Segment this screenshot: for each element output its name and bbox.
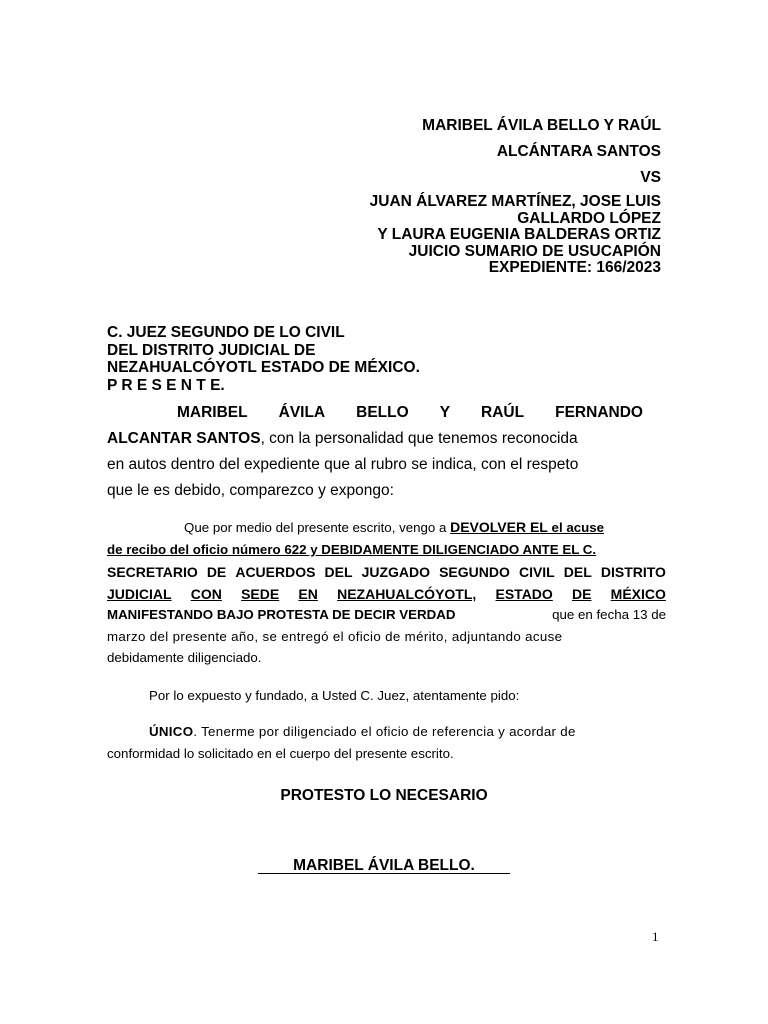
intro-line (107, 430, 578, 448)
intro-line: que le es debido, comparezco y expongo: (107, 482, 394, 499)
word: CIVIL (518, 564, 555, 580)
para-text: que en fecha 13 de (552, 607, 666, 622)
caption-line: GALLARDO LÓPEZ (517, 210, 661, 227)
emphasis-text: ÚNICO (149, 724, 194, 739)
word: ACUERDOS (235, 564, 316, 580)
word: NEZAHUALCÓYOTL, (337, 586, 477, 602)
emphasis-text: el acuse (547, 520, 605, 535)
word: SEDE (241, 586, 280, 602)
word: MÉXICO (610, 586, 666, 602)
word: ESTADO (495, 586, 553, 602)
word: RAÚL (481, 404, 525, 421)
para-line: conformidad lo solicitado en el cuerpo del presente escrito. (107, 746, 454, 761)
justified-line (107, 564, 666, 580)
word: JUZGADO (361, 564, 431, 580)
word: DE (206, 564, 227, 580)
word: CON (190, 586, 222, 602)
emphasis-text: MANIFESTANDO BAJO PROTESTA DE DECIR VERDAD (107, 607, 456, 622)
word: EN (298, 586, 318, 602)
page-number: 1 (652, 929, 659, 944)
word: DE (572, 586, 592, 602)
addressee-block (107, 324, 420, 395)
caption-line: VS (640, 169, 661, 186)
addressee-line: P R E S E N T E. (107, 377, 225, 395)
word: DEL (324, 564, 353, 580)
word: DEL (563, 564, 592, 580)
word: SEGUNDO (439, 564, 510, 580)
addressee-line: C. JUEZ SEGUNDO DE LO CIVIL (107, 324, 345, 341)
intro-names-line (177, 404, 643, 422)
signature-name: MARIBEL ÁVILA BELLO. (293, 857, 475, 874)
addressee-line: NEZAHUALCÓYOTL ESTADO DE MÉXICO. (107, 359, 420, 377)
para-text: . Tenerme por diligenciado el oficio de referencia y acordar de (193, 724, 576, 739)
intro-text: , con la personalidad que tenemos reconocida (260, 430, 578, 447)
request-intro-line: Por lo expuesto y fundado, a Usted C. Juez, atentamente pido: (149, 688, 520, 703)
party-name: ALCANTAR SANTOS (107, 430, 261, 447)
word: Y (439, 404, 451, 421)
para-line: de recibo del oficio número 622 y DEBIDAMENTE DILIGENCIADO ANTE EL C. (107, 542, 597, 557)
caption-line: MARIBEL ÁVILA BELLO Y RAÚL (422, 117, 661, 134)
word: MARIBEL (177, 404, 248, 421)
para-line (149, 724, 666, 739)
word: ÁVILA (278, 404, 326, 421)
para-text: Que por medio del presente escrito, vengo a (184, 520, 451, 535)
para-line (107, 564, 666, 580)
caption-line: EXPEDIENTE: 166/2023 (488, 259, 661, 276)
word: JUDICIAL (107, 586, 172, 602)
caption-line: JUAN ÁLVAREZ MARTÍNEZ, JOSE LUIS (369, 193, 661, 210)
intro-line: en autos dentro del expediente que al rubro se indica, con el respeto (107, 456, 579, 473)
caption-line: JUICIO SUMARIO DE USUCAPIÓN (408, 243, 661, 260)
closing-text: PROTESTO LO NECESARIO (280, 787, 488, 804)
addressee-line: DEL DISTRITO JUDICIAL DE (107, 341, 316, 359)
caption-line: Y LAURA EUGENIA BALDERAS ORTIZ (377, 226, 661, 243)
para-line (184, 519, 604, 535)
caption-line: ALCÁNTARA SANTOS (496, 143, 661, 160)
emphasis-text: DEVOLVER EL (450, 519, 548, 535)
justified-line (107, 586, 666, 602)
para-line (107, 607, 666, 622)
para-line: debidamente diligenciado. (107, 650, 262, 665)
word: FERNANDO (555, 404, 643, 421)
para-line: marzo del presente año, se entregó el oficio de mérito, adjuntando acuse (107, 629, 563, 644)
word: BELLO (356, 404, 409, 421)
para-line (107, 586, 666, 602)
word: DISTRITO (600, 564, 666, 580)
word: SECRETARIO (107, 564, 198, 580)
